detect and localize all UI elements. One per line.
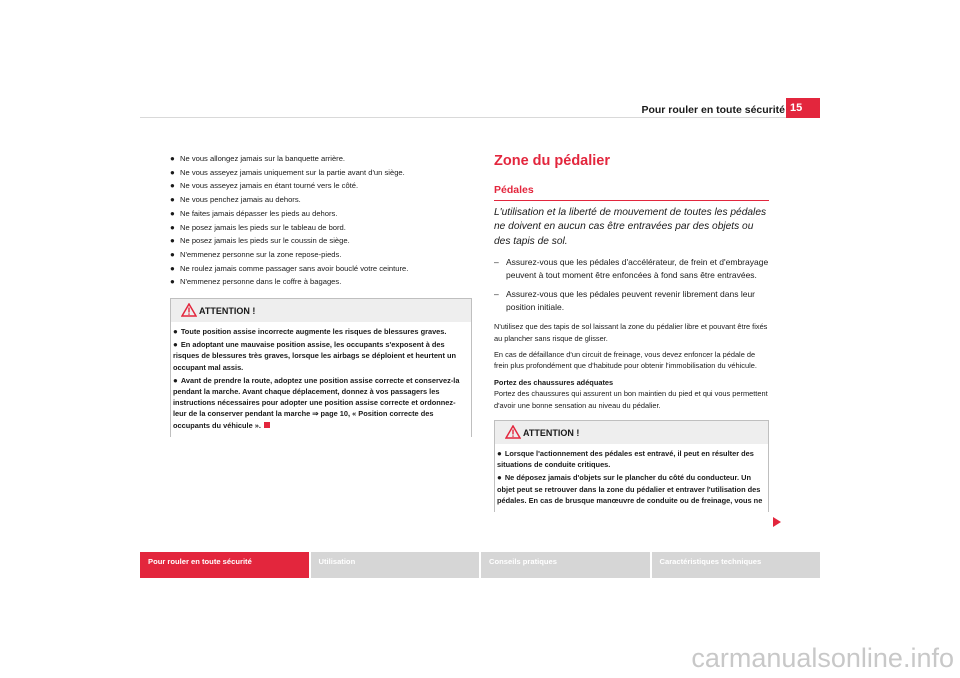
watermark: carmanualsonline.info: [691, 643, 954, 673]
paragraph: N'utilisez que des tapis de sol laissant la zone du pédalier libre et pouvant être fixés au plancher sans risque de glisser.: [494, 322, 768, 343]
warning-box: [170, 298, 472, 437]
bullet-icon: ●: [497, 449, 502, 459]
warning-item: ● Lorsque l'actionnement des pédales est entravé, il peut en résulter des situations de conduite critiques.: [497, 449, 754, 470]
warning-header: [495, 421, 768, 444]
bullet-list: [170, 152, 472, 289]
bullet-icon: ●: [170, 208, 175, 218]
paragraph: Portez des chaussures qui assurent un bon maintien du pied et qui vous permettent d'avoir une bonne sensation au niveau du pédalier.: [494, 389, 768, 410]
list-item: ● Ne vous allongez jamais sur la banquette arrière.: [170, 152, 472, 166]
bullet-icon: ●: [170, 154, 175, 163]
warning-item: ● Ne déposez jamais d'objets sur le plancher du côté du conducteur. Un objet peut se retrouver dans la zone du pédalier et entraver l'utilisation des pédales. En cas de brusque manœuvre de conduite ou de freinage, vous ne: [497, 473, 763, 505]
list-item: ● Ne posez jamais les pieds sur le coussin de siège.: [170, 234, 472, 248]
bullet-icon: ●: [170, 249, 175, 259]
list-item: ● Ne posez jamais les pieds sur le tableau de bord.: [170, 221, 472, 235]
list-item: ● N'emmenez personne sur la zone repose-pieds.: [170, 248, 472, 262]
bullet-icon: ●: [497, 473, 502, 483]
continue-arrow-icon: [773, 517, 781, 527]
list-item: ● Ne vous asseyez jamais uniquement sur la partie avant d'un siège.: [170, 166, 472, 180]
tab-caracteristiques[interactable]: Caractéristiques techniques: [652, 552, 821, 578]
right-column: [494, 152, 769, 512]
step-item: – Assurez-vous que les pédales d'accélérateur, de frein et d'embrayage peuvent à tout moment être enfoncées à fond sans être entravées.: [494, 257, 769, 280]
list-item: ● Ne vous asseyez jamais en étant tourné vers le côté.: [170, 179, 472, 193]
list-item: ● Ne faites jamais dépasser les pieds au dehors.: [170, 207, 472, 221]
bullet-icon: ●: [173, 375, 178, 385]
warning-item: ● Avant de prendre la route, adoptez une position assise correcte et conservez-la pendant la marche. Avant chaque déplacement, donnez à vos passagers les instructions nécessaires pour adopter une position assise correcte et ordonnez-leur de la conserver pendant la marche ⇒ page 10, « Position correcte des occupants du véhicule ».: [173, 375, 460, 430]
warning-title: ATTENTION !: [523, 427, 580, 438]
warning-body: [495, 444, 768, 512]
paragraph: En cas de défaillance d'un circuit de freinage, vous devez enfoncer la pédale de frein plus profondément que d'habitude pour obtenir l'immobilisation du véhicule.: [494, 350, 757, 371]
warning-item: ● En adoptant une mauvaise position assise, les occupants s'exposent à des risques de blessures très graves, lorsque les airbags se déploient et heurtent un occupant mal assis.: [173, 340, 456, 372]
tab-conseils-pratiques[interactable]: Conseils pratiques: [481, 552, 650, 578]
warning-body: [171, 322, 471, 437]
paragraph-title: Portez des chaussures adéquates: [494, 377, 614, 387]
list-item: ● Ne roulez jamais comme passager sans avoir bouclé votre ceinture.: [170, 262, 472, 276]
page-number: 15: [786, 98, 820, 118]
step-item: – Assurez-vous que les pédales peuvent revenir librement dans leur position initiale.: [494, 289, 755, 312]
section-heading: Zone du pédalier: [494, 153, 611, 169]
warning-title: ATTENTION !: [199, 305, 256, 316]
warning-box: [494, 420, 769, 512]
section-end-icon: [264, 422, 270, 428]
bullet-icon: ●: [173, 327, 178, 337]
warning-triangle-icon: [505, 425, 521, 439]
list-item: ● N'emmenez personne dans le coffre à bagages.: [170, 275, 472, 289]
bullet-icon: ●: [170, 236, 175, 246]
bullet-icon: ●: [170, 222, 175, 232]
bullet-icon: ●: [170, 195, 175, 205]
header-rule: [140, 117, 820, 118]
bullet-icon: ●: [170, 181, 175, 191]
bullet-icon: ●: [170, 167, 175, 177]
warning-item: ● Toute position assise incorrecte augmente les risques de blessures graves.: [173, 327, 447, 337]
tab-utilisation[interactable]: Utilisation: [311, 552, 480, 578]
dash-icon: –: [494, 257, 499, 268]
dash-icon: –: [494, 289, 499, 300]
warning-triangle-icon: [181, 303, 197, 317]
bullet-icon: ●: [170, 277, 175, 287]
page-header-title: Pour rouler en toute sécurité: [641, 104, 785, 116]
tab-pour-rouler[interactable]: Pour rouler en toute sécurité: [140, 552, 309, 578]
bullet-icon: ●: [170, 263, 175, 273]
section-subheading: Pédales: [494, 184, 769, 201]
warning-header: [171, 299, 471, 322]
footer-nav: [140, 552, 820, 578]
left-column: [170, 152, 472, 437]
bullet-icon: ●: [173, 340, 178, 350]
intro-text: L'utilisation et la liberté de mouvement de toutes les pédales ne doivent en aucun cas être entravées par des objets ou des tapis de sol.: [494, 207, 767, 247]
list-item: ● Ne vous penchez jamais au dehors.: [170, 193, 472, 207]
